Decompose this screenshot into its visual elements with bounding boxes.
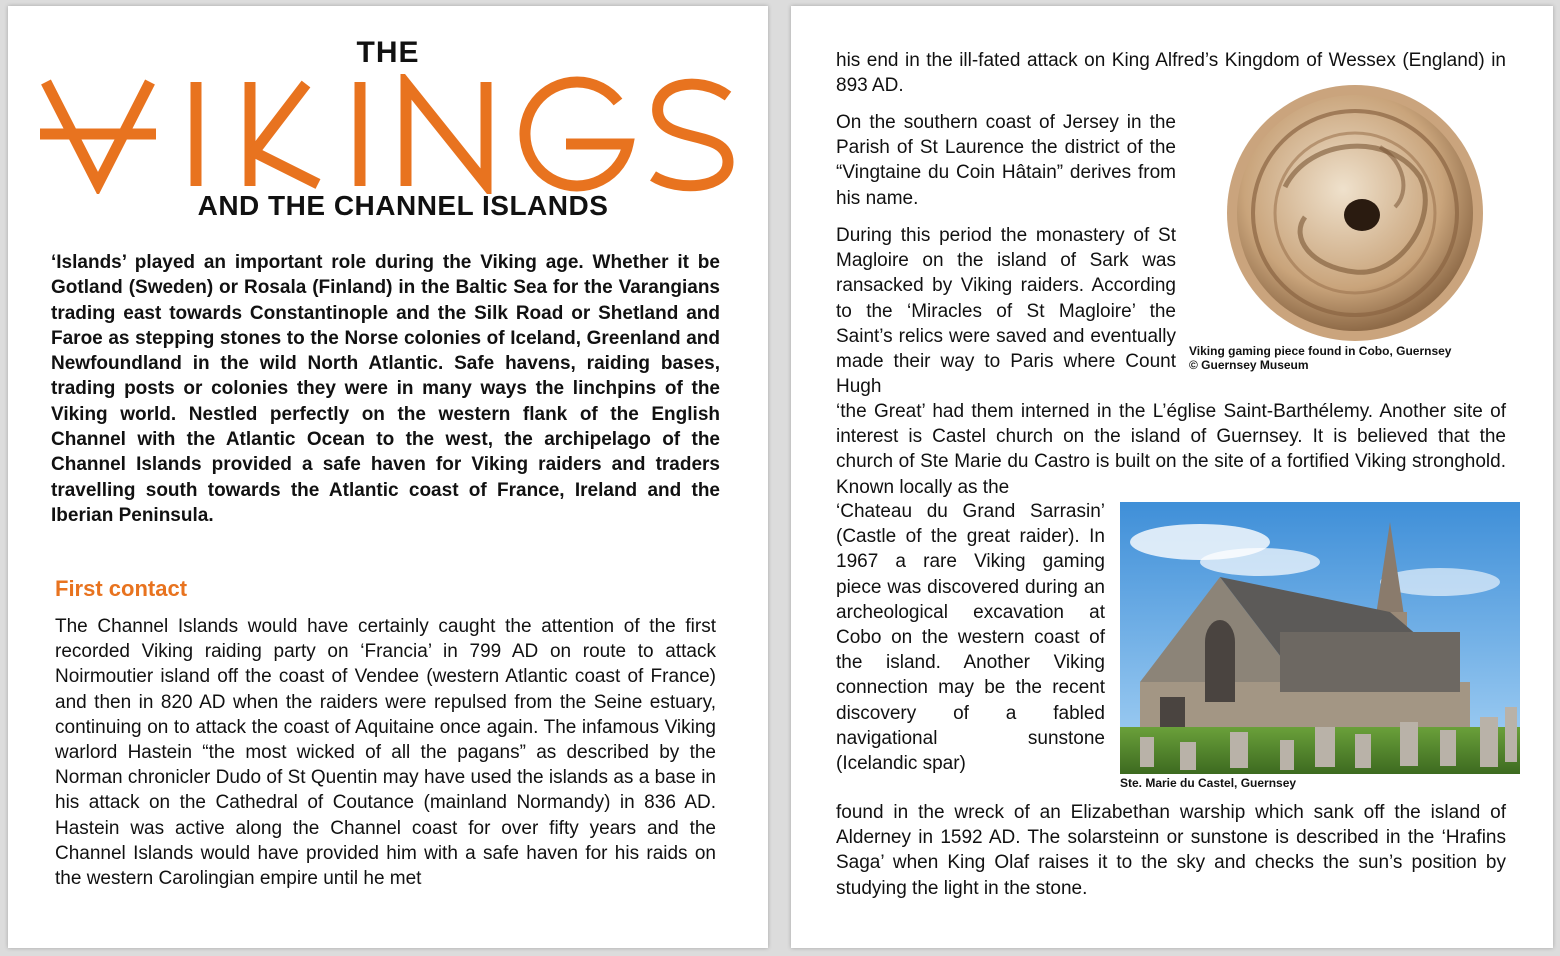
gaming-caption-line1: Viking gaming piece found in Cobo, Guernsey [1189,344,1452,358]
church-photo [1120,502,1520,774]
church-caption: Ste. Marie du Castel, Guernsey [1120,776,1297,790]
gaming-caption-line2: © Guernsey Museum [1189,358,1309,372]
paragraph-monastery: During this period the monastery of St Magloire on the island of Sark was ransacked by Viking raiders. According to the ‘Miracles of St Magloire’ the Saint’s relics were saved and eventually made their way to Paris where Count Hugh [836,225,1176,398]
title-the: THE [356,36,420,69]
first-contact-paragraph: The Channel Islands would have certainly caught the attention of the first recorded Viking raiding party on ‘Francia’ in 799 AD on route to attack Noirmoutier island off the coast of Vendee (western Atlantic coast of France) and then in 820 AD when the raiders were repulsed from the Seine estuary, continuing on to attack the coast of Aquitaine once again. The infamous Viking warlord Hastein “the most wicked of all the pagans” as described by the Norman chronicler Dudo of St Quentin may have used the islands as a base in his attack on the Cathedral of Coutance (mainland Normandy) in 836 AD. Hastein was active along the Channel coast for over fifty years and the Channel Islands would have provided him with a safe haven for his raids on the western Carolingian empire until he met [55,616,716,890]
gaming-piece-caption [1189,344,1451,372]
title-subtitle: AND THE CHANNEL ISLANDS [197,190,609,221]
gaming-piece-photo [1190,77,1520,349]
intro-paragraph: ‘Islands’ played an important role during the Viking age. Whether it be Gotland (Sweden) or Rosala (Finland) in the Baltic Sea for the Varangians trading east towards Constantinople and the Silk Road or Shetland and Faroe as stepping stones to the Norse colonies of Iceland, Greenland and Newfoundland in the wild North Atlantic. Safe havens, raiding bases, trading posts or colonies they were in many ways the linchpins of the Viking world. Nestled perfectly on the western flank of the English Channel with the Atlantic Ocean to the west, the archipelago of the Channel Islands provided a safe haven for Viking raiders and traders travelling south towards the Atlantic coast of France, Ireland and the Iberian Peninsula. [51,252,720,526]
left-page [8,6,768,948]
paragraph-chateau: ‘Chateau du Grand Sarrasin’ (Castle of the great raider). In 1967 a rare Viking gaming piece was discovered during an archeological excavation at Cobo on the western coast of the island. Another Viking connection may be the recent discovery of a fabled navigational sunstone (Icelandic spar) [836,501,1105,775]
paragraph-jersey: On the southern coast of Jersey in the Parish of St Laurence the district of the “Vingtaine du Coin Hâtain” derives from his name. [836,112,1176,209]
vikings-title-logo [38,74,738,194]
section-heading-first-contact: First contact [55,576,188,601]
paragraph-castel-church: ‘the Great’ had them interned in the L’église Saint-Barthélemy. Another site of interest is Castel church on the island of Guernsey. It is believed that the church of Ste Marie du Castro is built on the site of a fortified Viking stronghold. Known locally as the [836,401,1506,498]
paragraph-wessex: his end in the ill-fated attack on King Alfred’s Kingdom of Wessex (England) in 893 AD. [836,50,1506,97]
paragraph-sunstone: found in the wreck of an Elizabethan warship which sank off the island of Alderney in 1592 AD. The solarsteinn or sunstone is described in the ‘Hrafins Saga’ when King Olaf raises it to the sky and checks the sun’s position by studying the light in the stone. [836,802,1506,899]
right-page [791,6,1553,948]
